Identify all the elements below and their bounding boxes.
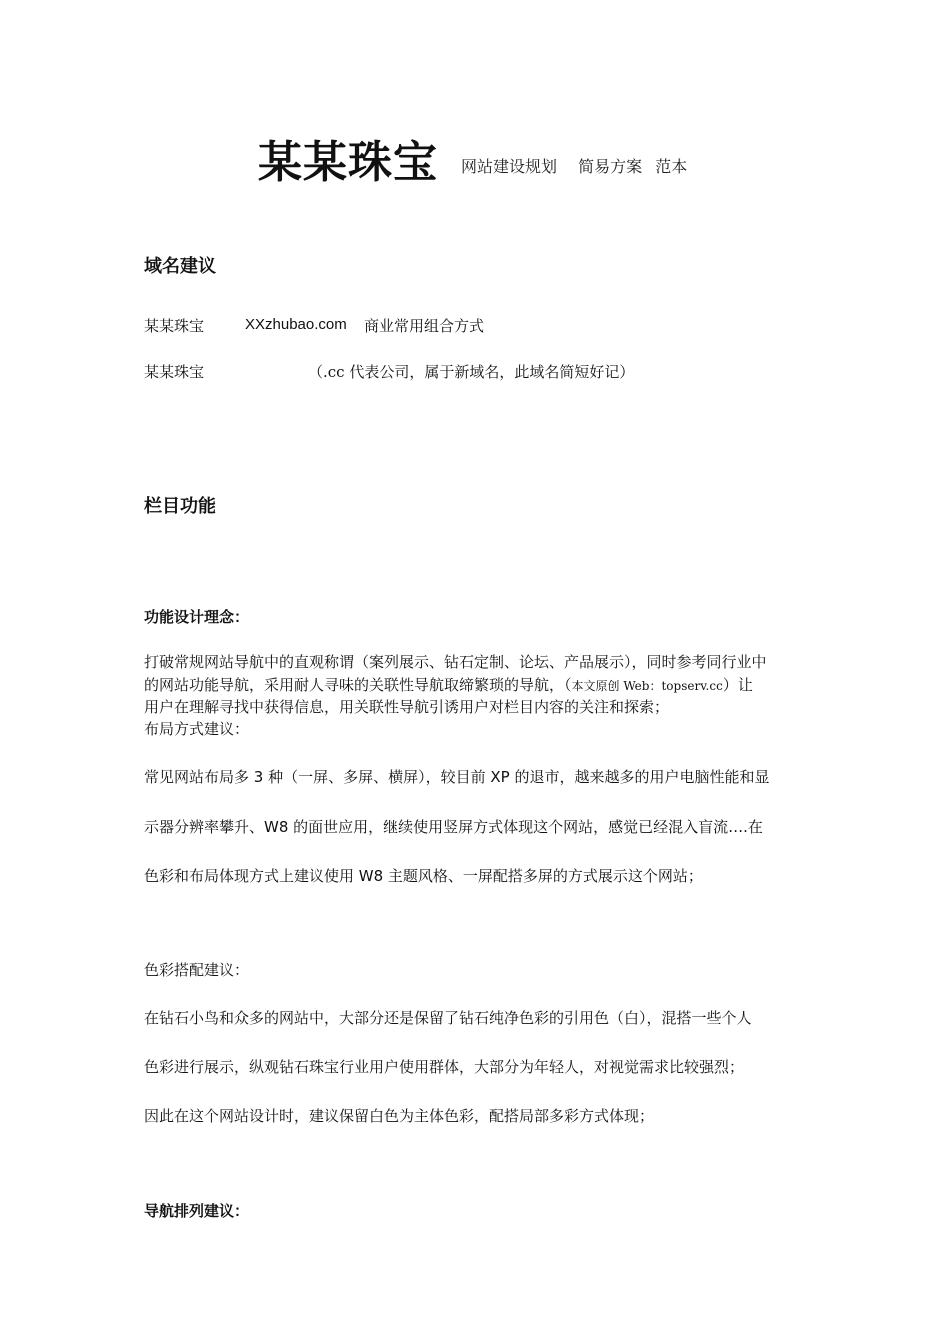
- layout-line-2: 示器分辨率攀升、W8 的面世应用，继续使用竖屏方式体现这个网站，感觉已经混入盲流….在: [144, 818, 763, 836]
- color-line-1: 在钻石小鸟和众多的网站中，大部分还是保留了钻石纯净色彩的引用色（白），混搭一些个人: [144, 1009, 752, 1027]
- domain-row1-note: 商业常用组合方式: [364, 317, 485, 335]
- brand-title: 某某珠宝: [258, 137, 438, 188]
- subtitle-part-2: 简易方案: [578, 157, 643, 176]
- color-line-2: 色彩进行展示，纵观钻石珠宝行业用户使用群体，大部分为年轻人，对视觉需求比较强烈；: [144, 1058, 745, 1076]
- design-line-3: 用户在理解寻找中获得信息，用关联性导航引诱用户对栏目内容的关注和探索；: [144, 698, 670, 716]
- design-line-2: [144, 675, 753, 696]
- subtitle-part-1: 网站建设规划: [461, 157, 558, 176]
- design-line-1: 打破常规网站导航中的直观称谓（案列展示、钻石定制、论坛、产品展示），同时参考同行业中: [144, 653, 767, 671]
- domain-row1-domain: XXzhubao.com: [245, 316, 347, 333]
- subtitle-part-3: 范本: [655, 157, 688, 176]
- layout-line-1: 常见网站布局多 3 种（一屏、多屏、横屏），较目前 XP 的退市，越来越多的用户电脑性能和显: [144, 768, 770, 786]
- nav-title: 导航排列建议：: [144, 1202, 250, 1220]
- color-title: 色彩搭配建议：: [144, 961, 250, 979]
- color-line-3: 因此在这个网站设计时，建议保留白色为主体色彩，配搭局部多彩方式体现；: [144, 1107, 655, 1125]
- domain-row2-note: （.cc 代表公司，属于新域名，此域名简短好记）: [308, 363, 635, 381]
- layout-title: 布局方式建议：: [144, 720, 250, 738]
- layout-line-3: 色彩和布局体现方式上建议使用 W8 主题风格、一屏配搭多屏的方式展示这个网站；: [144, 867, 703, 885]
- design-concept-title: 功能设计理念：: [144, 608, 250, 626]
- section-title-columns: 栏目功能: [144, 496, 216, 517]
- domain-row2-name: 某某珠宝: [144, 363, 205, 381]
- domain-row1-name: 某某珠宝: [144, 317, 205, 335]
- design-line-2-source: 本文原创 Web：topserv.cc: [571, 679, 723, 693]
- section-title-domain: 域名建议: [144, 256, 216, 277]
- design-line-2a: 的网站功能导航，采用耐人寻味的关联性导航取缔繁琐的导航，（: [144, 676, 572, 694]
- doc-subtitle: [461, 154, 703, 177]
- design-line-2c: ）让: [722, 676, 753, 694]
